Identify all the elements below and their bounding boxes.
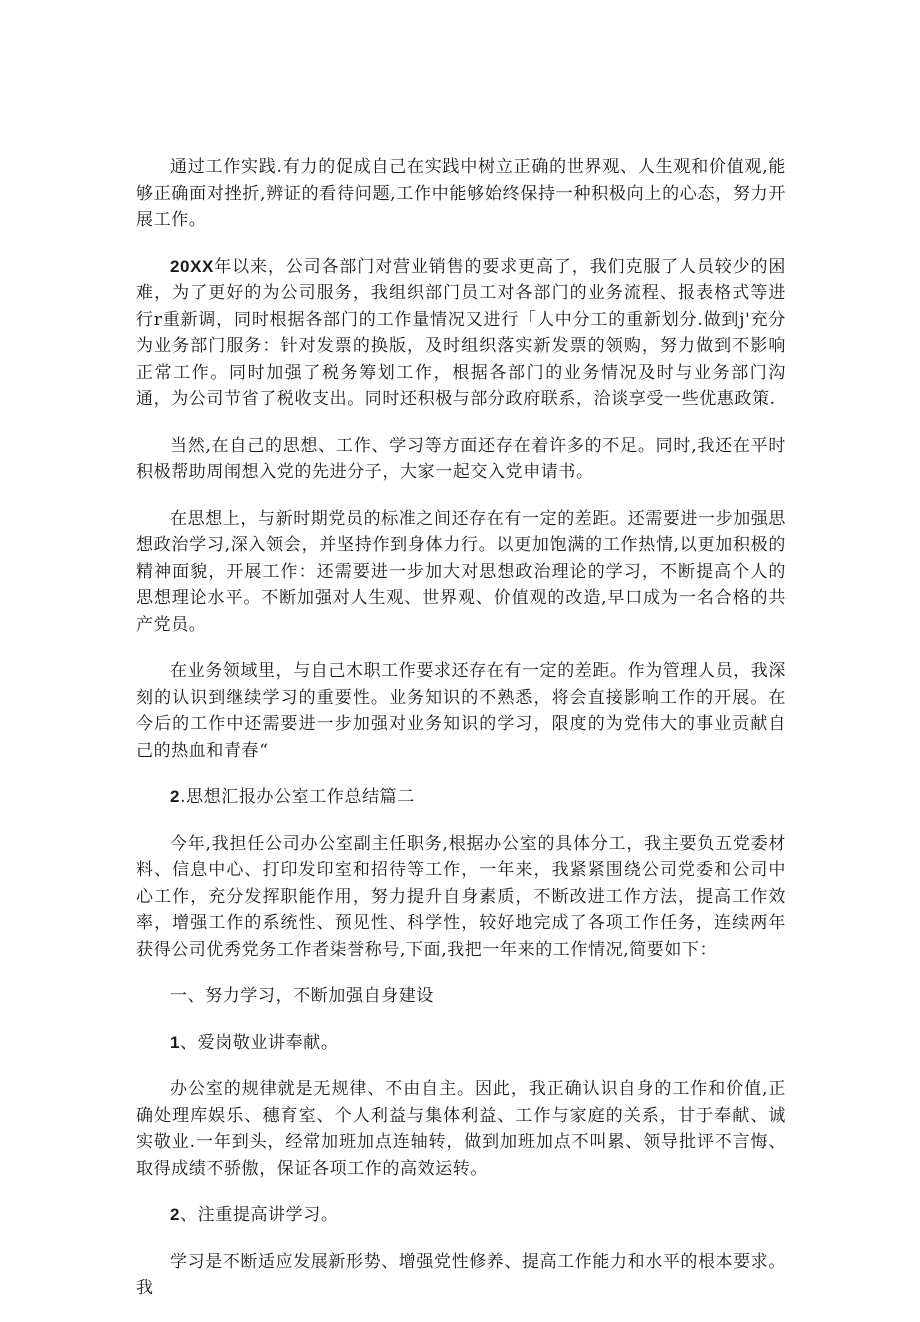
- paragraph-year-summary: [136, 254, 786, 413]
- section-number: 2: [170, 787, 181, 806]
- item-number-2: 2: [170, 1205, 181, 1224]
- paragraph-section-intro: 今年,我担任公司办公室副主任职务,根据办公室的具体分工，我主要负五党委材料、信息中心、打印发印室和招待等工作，一年来，我紧紧围绕公司党委和公司中心工作，充分发挥职能作用，努力提升自身素质，不断改进工作方法，提高工作效率，增强工作的系统性、预见性、科学性，较好地完成了各项工作任务，连续两年获得公司优秀党务工作者柒誉称号,下面,我把一年来的工作情况,简要如下：: [136, 833, 786, 960]
- year-label: 20XX: [170, 256, 214, 276]
- document-body: [136, 154, 786, 1322]
- part-title: 一、努力学习，不断加强自身建设: [170, 986, 434, 1006]
- paragraph-item-2: 学习是不断适应发展新形势、增强党性修养、提高工作能力和水平的根本要求。我: [136, 1251, 786, 1298]
- section-heading: [136, 784, 786, 811]
- section-title: .思想汇报办公室工作总结篇二: [180, 787, 415, 807]
- paragraph-shortcomings: 当然,在自己的思想、工作、学习等方面还存在着许多的不足。同时,我还在平时积极帮助周闱想入党的先进分子，大家一起交入党申请书。: [136, 435, 786, 482]
- item-title-2: 、注重提高讲学习。: [180, 1205, 339, 1225]
- paragraph-item-1: 办公室的规律就是无规律、不由自主。因此，我正确认识自身的工作和价值,正确处理库娱乐、穗育室、个人利益与集体利益、工作与家庭的关系，甘于奉献、诚实敬业.一年到头，经常加班加点连轴转，做到加班加点不叫累、领导批评不言悔、取得成绩不骄傲，保证各项工作的高效运转。: [136, 1079, 786, 1179]
- item-heading-2: [136, 1202, 786, 1229]
- paragraph-thought: 在思想上，与新时期党员的标准之间还存在有一定的差距。还需要进一步加强思想政治学习,深入领会，并坚持作到身体力行。以更加饱满的工作热情,以更加积极的精神面貌，开展工作：还需要进一步加大对思想政治理论的学习，不断提高个人的思想理论水平。不断加强对人生观、世界观、价值观的改造,早口成为一名合格的共产党员。: [136, 508, 786, 635]
- item-heading-1: [136, 1030, 786, 1057]
- paragraph-year-summary-text: 年以来，公司各部门对营业销售的要求更高了，我们克服了人员较少的困难，为了更好的为公司服务，我组织部门员工对各部门的业务流程、报表格式等进行r重新调，同时根据各部门的工作量情况又进行「人中分工的重新划分.做到j'充分为业务部门服务：针对发票的换版，及时组织落实新发票的领购，努力做到不影响正常工作。同时加强了税务筹划工作，根据各部门的业务情况及时与业务部门沟通，为公司节省了税收支出。同时还积极与部分政府联系，洽谈享受一些优惠政策.: [136, 256, 786, 409]
- item-number-1: 1: [170, 1032, 181, 1052]
- item-title-1: 、爱岗敬业讲奉献。: [180, 1032, 339, 1053]
- paragraph-business: 在业务领域里，与自己木职工作要求还存在有一定的差距。作为管理人员，我深刻的认识到继续学习的重要性。业务知识的不熟悉，将会直接影响工作的开展。在今后的工作中还需要进一步加强对业务知识的学习，限度的为党伟大的事业贡献自己的热血和青春“: [136, 661, 786, 761]
- paragraph-work-practice: 通过工作实践.有力的促成自己在实践中树立正确的世界观、人生观和价值观,能够正确面对挫折,辨证的看待问题,工作中能够始终保持一种积极向上的心态，努力开展工作。: [136, 157, 786, 230]
